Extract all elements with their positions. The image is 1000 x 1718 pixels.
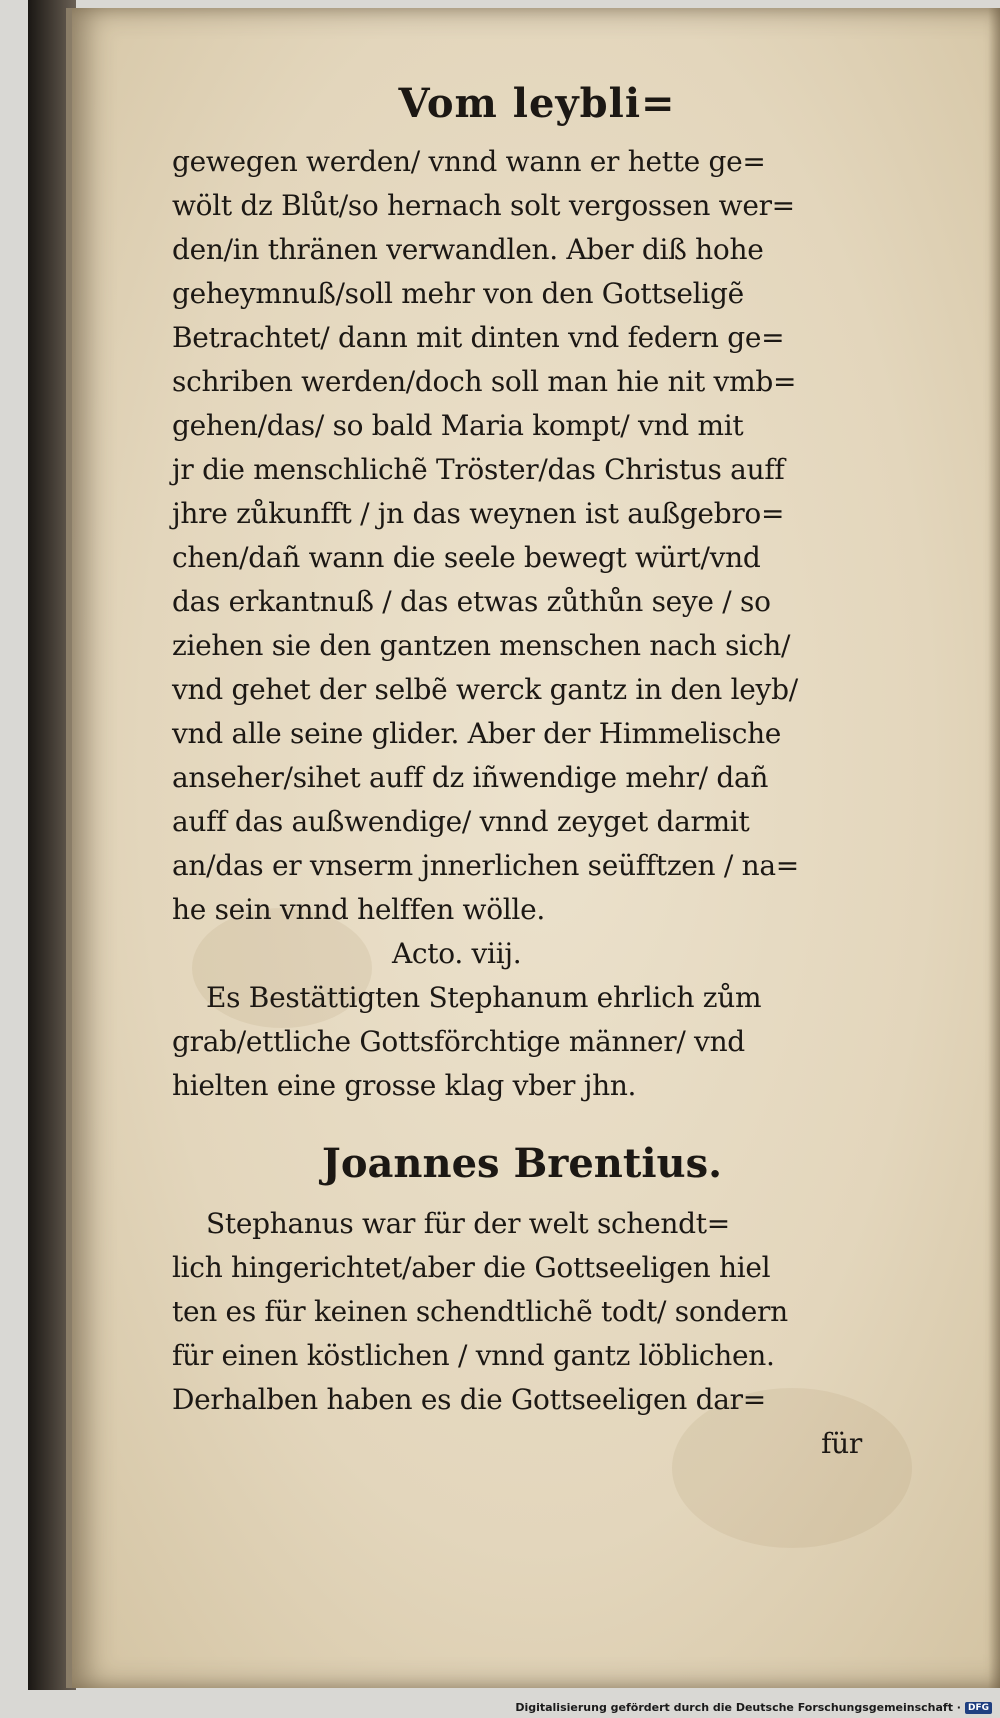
text-line: an/das er vnserm jnnerlichen seüfftzen / na= [172, 849, 799, 882]
text-line: gewegen werden/ vnnd wann er hette ge= [172, 145, 766, 178]
running-head: Vom leybli= [398, 80, 676, 127]
page-edge-shadow [988, 8, 1000, 1688]
text-line: anseher/sihet auff dz iñwendige mehr/ dañ [172, 761, 769, 794]
text-line: lich hingerichtet/aber die Gottseeligen hiel [172, 1251, 771, 1284]
section-heading: Joannes Brentius. [321, 1140, 723, 1187]
text-line: geheymnuß/soll mehr von den Gottseligẽ [172, 277, 744, 310]
scripture-reference: Acto. viij. [392, 937, 522, 970]
text-line: das erkantnuß / das etwas zůthůn seye / so [172, 585, 771, 618]
text-line: hielten eine grosse klag vber jhn. [172, 1069, 637, 1102]
text-line: vnd gehet der selbẽ werck gantz in den leyb/ [172, 673, 798, 706]
text-line: ten es für keinen schendtlichẽ todt/ sondern [172, 1295, 788, 1328]
paragraph-1 [172, 140, 872, 932]
text-line: Stephanus war für der welt schendt= [206, 1207, 730, 1240]
text-line: Derhalben haben es die Gottseeligen dar= [172, 1383, 766, 1416]
text-line: jr die menschlichẽ Tröster/das Christus auff [172, 453, 785, 486]
text-line: jhre zůkunfft / jn das weynen ist außgebro= [172, 497, 785, 530]
paragraph-3 [172, 1202, 872, 1466]
text-line: gehen/das/ so bald Maria kompt/ vnd mit [172, 409, 744, 442]
text-line: grab/ettliche Gottsförchtige männer/ vnd [172, 1025, 745, 1058]
digitization-credit [515, 1701, 992, 1714]
catchword: für [821, 1427, 862, 1460]
text-line: Betrachtet/ dann mit dinten vnd federn ge= [172, 321, 785, 354]
text-line: den/in thränen verwandlen. Aber diß hohe [172, 233, 764, 266]
dfg-logo-icon: DFG [965, 1702, 992, 1714]
text-line: ziehen sie den gantzen menschen nach sich/ [172, 629, 791, 662]
text-line: schriben werden/doch soll man hie nit vmb= [172, 365, 797, 398]
text-line: wölt dz Blůt/so hernach solt vergossen wer= [172, 189, 795, 222]
text-line: vnd alle seine glider. Aber der Himmelische [172, 717, 782, 750]
footer-text: Digitalisierung gefördert durch die Deutsche Forschungsgemeinschaft · [515, 1701, 961, 1714]
text-line: für einen köstlichen / vnnd gantz löblichen. [172, 1339, 775, 1372]
text-line: he sein vnnd helffen wölle. [172, 893, 545, 926]
text-line: Es Bestättigten Stephanum ehrlich zům [206, 981, 762, 1014]
text-line: auff das außwendige/ vnnd zeyget darmit [172, 805, 750, 838]
text-block [172, 140, 872, 1466]
paragraph-2 [172, 976, 872, 1108]
text-line: chen/dañ wann die seele bewegt würt/vnd [172, 541, 761, 574]
